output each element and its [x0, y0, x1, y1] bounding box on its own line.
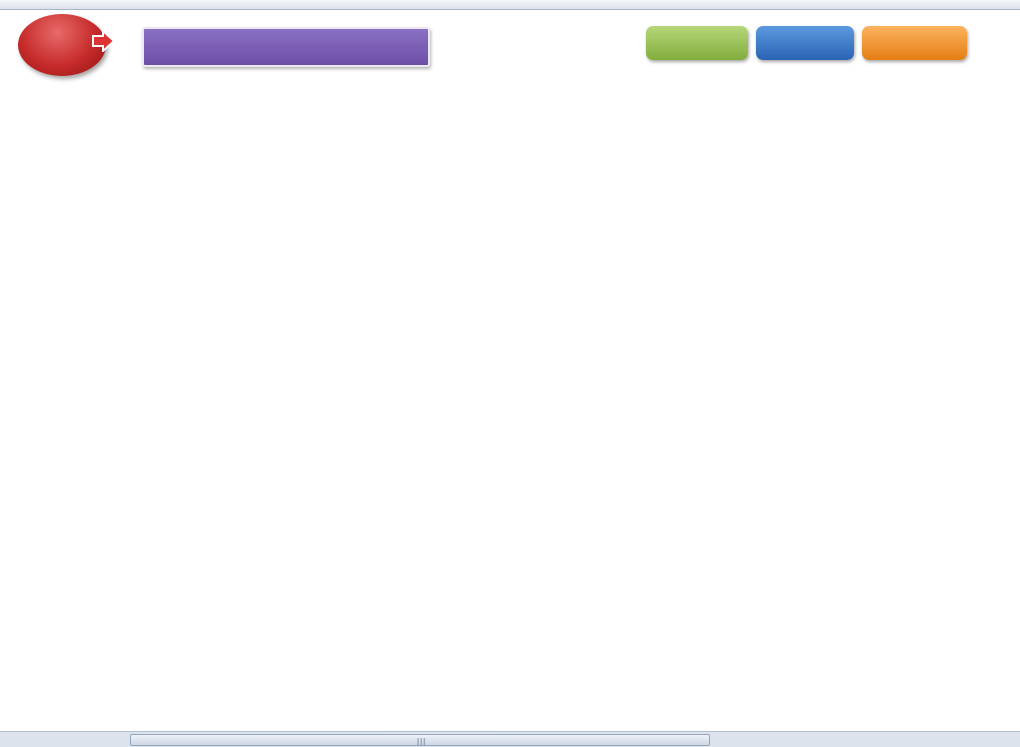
grip-icon: ||| — [417, 737, 427, 746]
page-title — [142, 27, 430, 67]
watermark — [772, 704, 786, 740]
column-header-strip — [0, 0, 1020, 10]
edit-openings-button[interactable] — [646, 26, 748, 60]
scrollbar-thumb[interactable] — [130, 734, 710, 746]
edit-input-button[interactable] — [756, 26, 854, 60]
edit-output-button[interactable] — [862, 26, 967, 60]
horizontal-scrollbar[interactable] — [0, 731, 1020, 747]
arrow-right-icon — [92, 30, 116, 52]
